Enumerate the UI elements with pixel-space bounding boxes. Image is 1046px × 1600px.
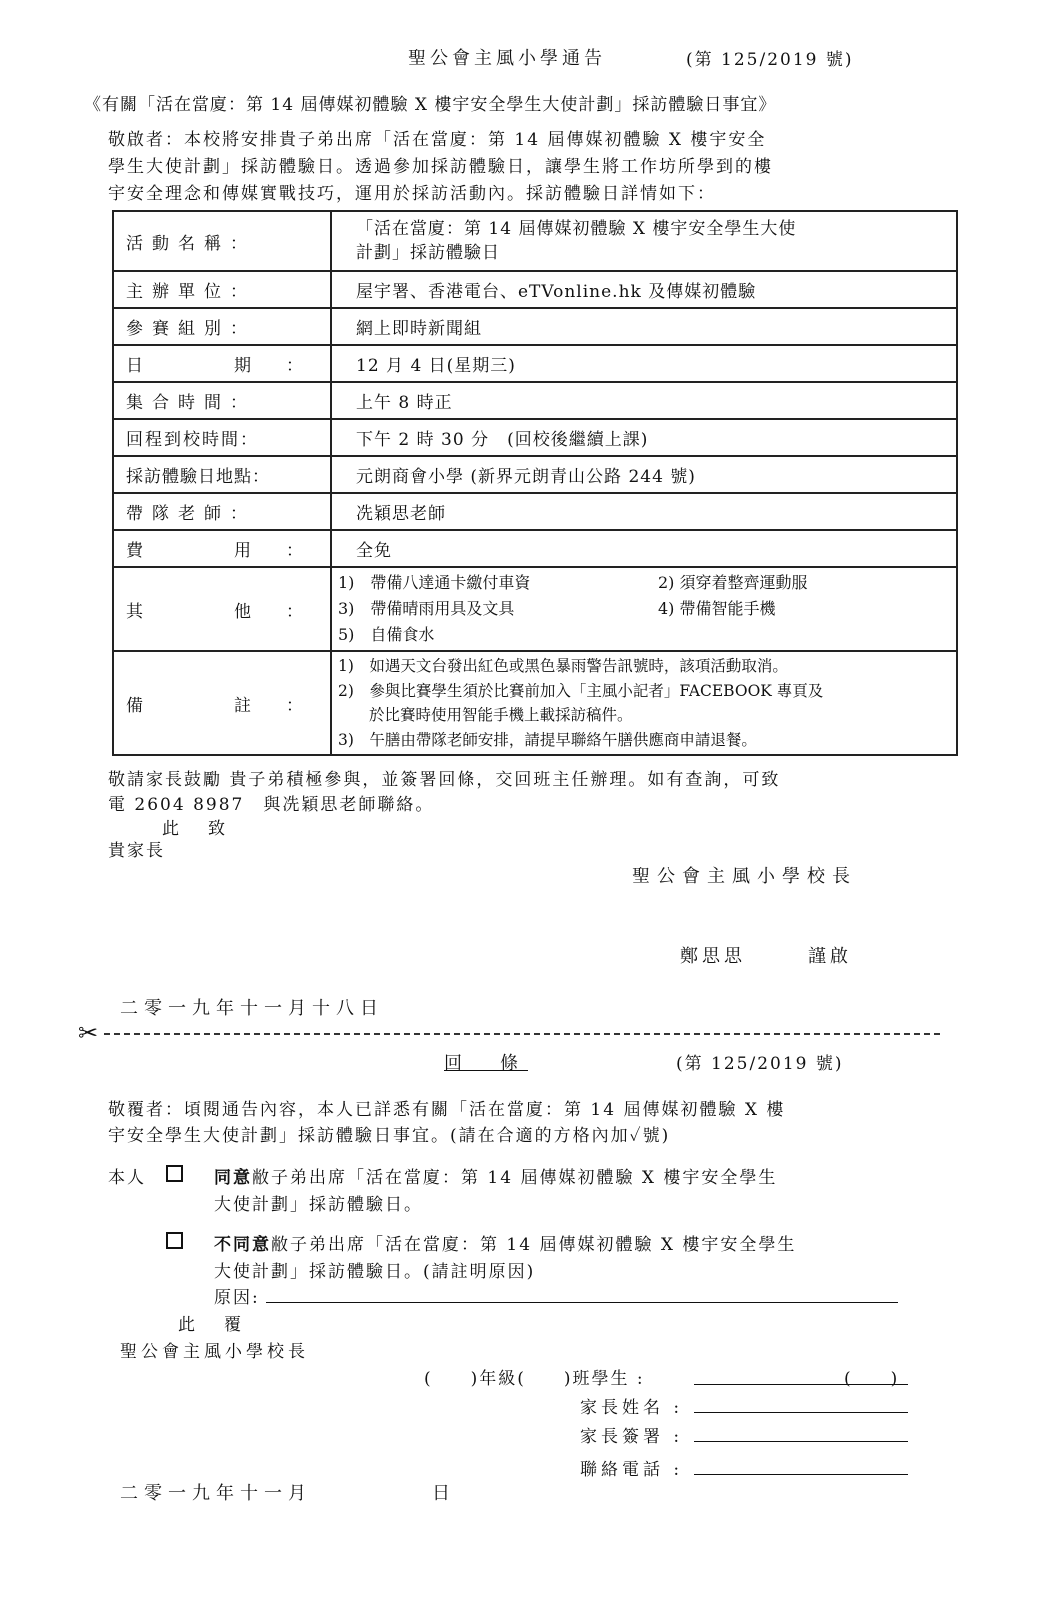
- row-label: 活動名稱：: [113, 211, 331, 271]
- table-row: [113, 308, 957, 345]
- table-row: [113, 456, 957, 493]
- table-row: [113, 382, 957, 419]
- table-row: [113, 211, 957, 271]
- notice-date: 二零一九年十一月十八日: [120, 998, 384, 1019]
- list-item: 4) 帶備智能手機: [658, 599, 776, 618]
- disagree-checkbox[interactable]: [166, 1232, 183, 1249]
- disagree-text-2: 大使計劃」採訪體驗日。(請註明原因): [214, 1262, 536, 1282]
- cut-line: [104, 1033, 940, 1035]
- row-value: 下午 2 時 30 分 (回校後繼續上課): [331, 419, 957, 456]
- phone-label: 聯絡電話 :: [580, 1460, 684, 1480]
- ci-fu: 此 覆: [178, 1315, 247, 1335]
- row-label-left: 其: [126, 601, 152, 622]
- row-label-left: 備: [126, 695, 152, 716]
- remark-line: 3) 午膳由帶隊老師安排，請提早聯絡午膳供應商申請退餐。: [338, 730, 757, 749]
- list-item: 2) 須穿着整齊運動服: [658, 573, 808, 592]
- class-line-label: ( )年級( )班學生 :: [424, 1369, 645, 1389]
- intro-line-3: 宇安全理念和傳媒實戰技巧，運用於採訪活動內。採訪體驗日詳情如下：: [108, 184, 716, 204]
- row-value: 計劃」採訪體驗日: [356, 243, 500, 263]
- row-value: 元朗商會小學 (新界元朗青山公路 244 號): [331, 456, 957, 493]
- table-row: [113, 530, 957, 567]
- remark-line: 於比賽時使用智能手機上載採訪稿件。: [338, 706, 633, 724]
- reply-number: (第 125/2019 號): [676, 1054, 844, 1074]
- row-label-right: 註 ：: [234, 695, 312, 716]
- row-value: 「活在當廈：第 14 屆傳媒初體驗 X 樓宇安全學生大使: [356, 219, 797, 239]
- row-label-right: 他 ：: [234, 601, 312, 622]
- parent-sign-field[interactable]: [694, 1441, 908, 1442]
- closing-line-1: 敬請家長鼓勵 貴子弟積極參與，並簽署回條，交回班主任辦理。如有查詢，可致: [108, 770, 781, 790]
- row-value: 全免: [331, 530, 957, 567]
- row-value: 網上即時新聞組: [331, 308, 957, 345]
- addressee: 貴家長: [108, 841, 165, 861]
- row-label: 參賽組別：: [113, 308, 331, 345]
- row-label: 帶隊老師：: [113, 493, 331, 530]
- table-row-others: [113, 567, 957, 651]
- row-label: 集合時間：: [113, 382, 331, 419]
- row-value: 12 月 4 日(星期三): [331, 345, 957, 382]
- list-item: 3) 帶備晴雨用具及文具: [338, 599, 515, 618]
- table-row: [113, 419, 957, 456]
- agree-label: 同意: [214, 1168, 252, 1188]
- disagree-label: 不同意: [214, 1235, 271, 1255]
- row-label: 主辦單位：: [113, 271, 331, 308]
- reply-date: 二零一九年十一月 日: [120, 1483, 456, 1504]
- details-table: [112, 210, 958, 756]
- table-row: [113, 493, 957, 530]
- row-label-left: 費: [126, 541, 152, 561]
- intro-line-1: 敬啟者：本校將安排貴子弟出席「活在當廈：第 14 屆傳媒初體驗 X 樓宇安全: [108, 130, 767, 150]
- ci-zhi: 此 致: [162, 819, 231, 839]
- reply-intro-1: 敬覆者：頃閱通告內容，本人已詳悉有關「活在當廈：第 14 屆傳媒初體驗 X 樓: [108, 1100, 786, 1120]
- notice-title: 聖公會主風小學通告: [408, 48, 606, 69]
- table-row-remarks: [113, 651, 957, 755]
- ben-ren-label: 本人: [108, 1168, 146, 1188]
- table-row: [113, 345, 957, 382]
- agree-text-2: 大使計劃」採訪體驗日。: [214, 1195, 423, 1215]
- remark-line: 1) 如遇天文台發出紅色或黑色暴雨警告訊號時，該項活動取消。: [338, 657, 788, 675]
- reason-label: 原因:: [214, 1288, 260, 1308]
- remark-line: 2) 參與比賽學生須於比賽前加入「主風小記者」FACEBOOK 專頁及: [338, 681, 824, 700]
- closing-line-2: 電 2604 8987 與冼穎思老師聯絡。: [108, 795, 435, 815]
- list-item: 1) 帶備八達通卡繳付車資: [338, 573, 531, 592]
- row-label-left: 日: [126, 356, 152, 376]
- scissors-icon: ✂: [78, 1019, 99, 1047]
- disagree-text: 敝子弟出席「活在當廈：第 14 屆傳媒初體驗 X 樓宇安全學生: [271, 1235, 797, 1255]
- row-label-right: 用 ：: [234, 541, 312, 561]
- parent-name-field[interactable]: [694, 1412, 908, 1413]
- row-label: 採訪體驗日地點：: [113, 456, 331, 493]
- intro-line-2: 學生大使計劃」採訪體驗日。透過參加採訪體驗日，讓學生將工作坊所學到的樓: [108, 157, 773, 177]
- parent-sign-label: 家長簽署 :: [580, 1427, 684, 1447]
- row-value: 上午 8 時正: [331, 382, 957, 419]
- parent-name-label: 家長姓名 :: [580, 1398, 684, 1418]
- row-label-right: 期 ：: [234, 356, 312, 376]
- table-row: [113, 271, 957, 308]
- reply-intro-2: 宇安全學生大使計劃」採訪體驗日事宜。(請在合適的方格內加✓號): [108, 1126, 671, 1146]
- student-number-paren: ( ): [844, 1369, 900, 1389]
- notice-number: (第 125/2019 號): [686, 50, 854, 70]
- list-item: 5) 自備食水: [338, 625, 435, 644]
- phone-field[interactable]: [694, 1474, 908, 1475]
- reply-title: 回 條: [444, 1053, 528, 1074]
- row-label: 回程到校時間：: [113, 419, 331, 456]
- agree-checkbox[interactable]: [166, 1165, 183, 1182]
- row-value: 屋宇署、香港電台、eTVonline.hk 及傳媒初體驗: [331, 271, 957, 308]
- agree-text: 敝子弟出席「活在當廈：第 14 屆傳媒初體驗 X 樓宇安全學生: [252, 1168, 778, 1188]
- reason-field[interactable]: [266, 1302, 898, 1303]
- principal-name: 鄭思思: [680, 946, 746, 967]
- sender: 聖公會主風小學校長: [632, 866, 857, 887]
- row-value: 冼穎思老師: [331, 493, 957, 530]
- jin-qi: 謹啟: [808, 946, 852, 967]
- notice-subject: 《有關「活在當廈：第 14 屆傳媒初體驗 X 樓宇安全學生大使計劃」採訪體驗日事宜》: [84, 95, 777, 115]
- reply-addressee: 聖公會主風小學校長: [120, 1342, 309, 1362]
